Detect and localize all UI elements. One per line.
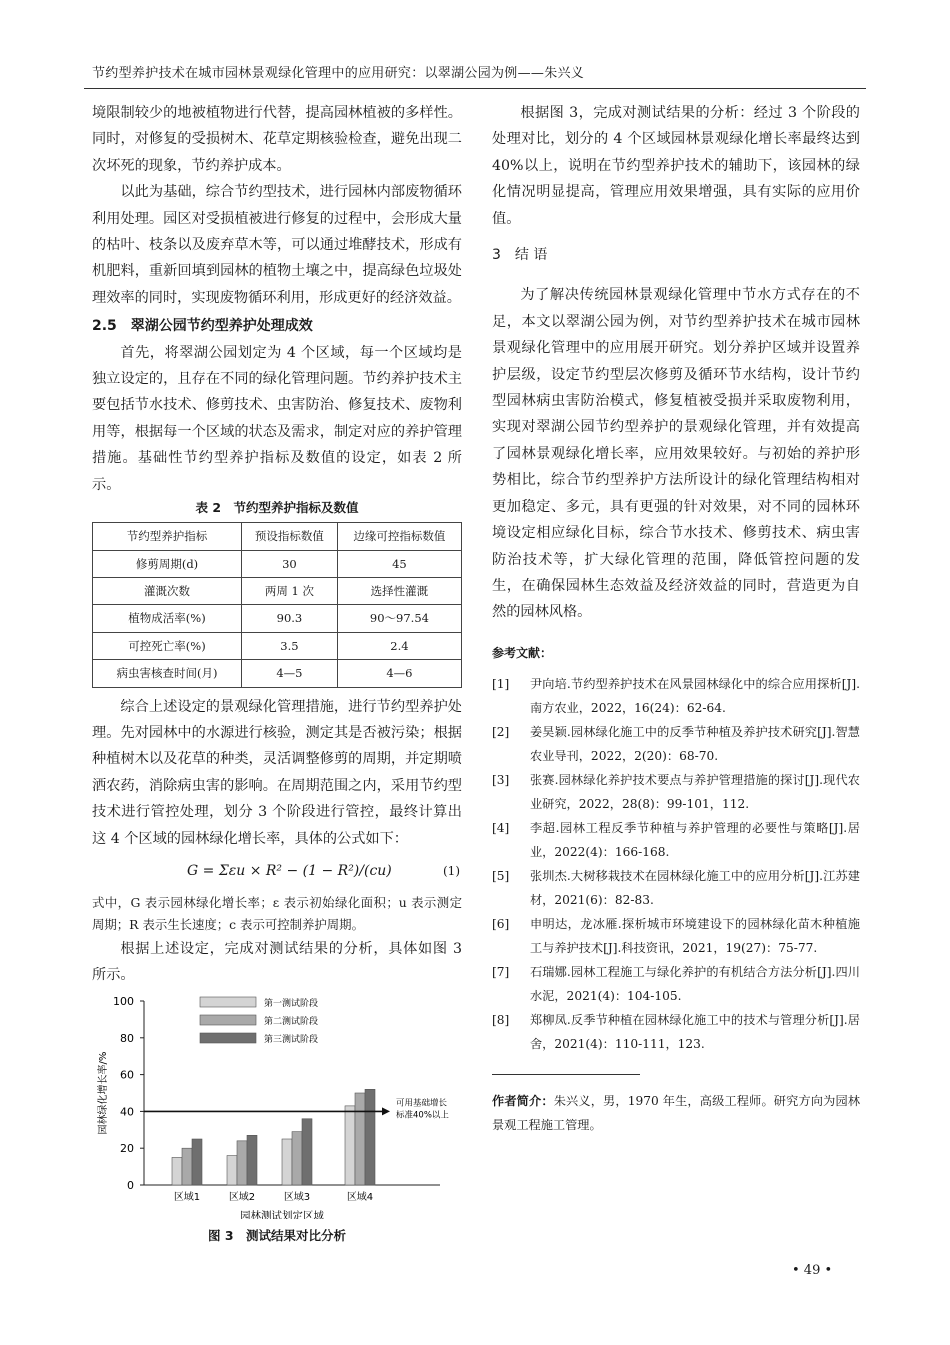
paragraph: 根据图 3，完成对测试结果的分析：经过 3 个阶段的处理对比，划分的 4 个区域园林景观绿化增长率最终达到 40%以上，说明在节约型养护技术的辅助下，该园林的绿化情况明显提高，管理应用效果增强，具有实际的应用价值。 — [492, 105, 860, 227]
reference-item — [492, 720, 860, 768]
table-row — [93, 632, 462, 659]
reference-text: 申明达，龙冰雁.探析城市环境建设下的园林绿化苗木种植施工与养护技术[J].科技资讯，2021，19(27)：75-77. — [530, 917, 860, 956]
category-label: 区域3 — [283, 1191, 311, 1203]
table-header-cell: 预设指标数值 — [242, 523, 338, 550]
table-cell: 90～97.54 — [337, 605, 461, 632]
y-tick-label: 40 — [120, 1105, 134, 1119]
y-tick-label: 20 — [120, 1141, 134, 1155]
reference-number: [3] — [492, 773, 510, 788]
formula — [92, 852, 462, 892]
reference-arrow — [382, 1107, 390, 1115]
section-heading: 2.5 翠湖公园节约型养护处理成效 — [92, 318, 313, 335]
reference-annotation: 标准40%以上 — [396, 1110, 449, 1121]
reference-text: 张赛.园林绿化养护技术要点与养护管理措施的探讨[J].现代农业研究，2022，28(8)：99-101，112. — [530, 773, 860, 812]
reference-item — [492, 960, 860, 1008]
category-label: 区域1 — [173, 1191, 201, 1203]
reference-text: 郑柳凤.反季节种植在园林绿化施工中的技术与管理分析[J].居舍，2021(4)：110-111，123. — [530, 1013, 860, 1052]
table-caption: 表 2 节约型养护指标及数值 — [195, 500, 359, 516]
legend-swatch — [200, 1033, 256, 1043]
figure-caption: 图 3 测试结果对比分析 — [207, 1227, 347, 1243]
indicator-table — [92, 522, 462, 687]
reference-number: [7] — [492, 965, 510, 980]
paragraph: 境限制较少的地被植物进行代替，提高园林植被的多样性。同时，对修复的受损树木、花草定期核验检查，避免出现二次坏死的现象，节约养护成本。 — [92, 105, 462, 174]
category-label: 区域2 — [228, 1191, 256, 1203]
footnote-rule — [492, 1074, 640, 1075]
header-rule — [84, 88, 866, 89]
page-number: • 49 • — [792, 1263, 833, 1278]
table-cell: 灌溉次数 — [93, 577, 242, 604]
bar-3-2 — [247, 1135, 257, 1185]
bar-1-3 — [282, 1139, 292, 1185]
bar-2-1 — [182, 1148, 192, 1185]
running-header: 节约型养护技术在城市园林景观绿化管理中的应用研究：以翠湖公园为例——朱兴义 — [92, 66, 585, 81]
legend-label: 第二测试阶段 — [264, 1016, 319, 1027]
left-column — [92, 100, 462, 1249]
y-tick-label: 0 — [127, 1178, 134, 1192]
table-cell: 45 — [337, 550, 461, 577]
reference-annotation: 可用基础增长 — [396, 1098, 448, 1109]
bar-2-4 — [355, 1093, 365, 1185]
table-row — [93, 577, 462, 604]
bar-3-1 — [192, 1139, 202, 1185]
x-axis-label: 园林测试划定区域 — [240, 1209, 324, 1219]
table-header-row — [93, 523, 462, 550]
table-cell: 植物成活率(%) — [93, 605, 242, 632]
table-row — [93, 550, 462, 577]
reference-text: 尹向培.节约型养护技术在风景园林绿化中的综合应用探析[J].南方农业，2022，16(24)：62-64. — [530, 677, 860, 716]
bar-2-2 — [237, 1141, 247, 1185]
reference-item — [492, 864, 860, 912]
y-axis-label: 园林绿化增长率/% — [98, 1051, 109, 1135]
legend-swatch — [200, 997, 256, 1007]
table-cell: 2.4 — [337, 632, 461, 659]
reference-number: [4] — [492, 821, 510, 836]
reference-text: 李超.园林工程反季节种植与养护管理的必要性与策略[J].居业，2022(4)：166-168. — [530, 821, 860, 860]
right-column — [492, 100, 860, 1137]
paragraph: 为了解决传统园林景观绿化管理中节水方式存在的不足，本文以翠湖公园为例，对节约型养护技术在城市园林景观绿化管理中的应用展开研究。划分养护区域并设置养护层级，设定节约型层次修剪及循环节水结构，设计节约型园林病虫害防治模式，修复植被受损并采取废物利用，实现对翠湖公园节约型养护的景观绿化管理，并有效提高了园林景观绿化增长率，应用效果较好。与初始的养护形势相比，综合节约型养护方法所设计的绿化管理结构相对更加稳定、多元，具有更强的针对效果，对不同的园林环境设定相应绿化目标，综合节水技术、修剪技术、病虫害防治技术等，扩大绿化管理的范围，降低管控问题的发生，在确保园林生态效益及经济效益的同时，营造更为自然的园林风格。 — [492, 287, 860, 621]
formula-expression: G = Σεu × R² − (1 − R²)/(cu) — [187, 862, 392, 879]
legend-label: 第一测试阶段 — [264, 998, 319, 1009]
reference-number: [8] — [492, 1013, 510, 1028]
table-cell: 选择性灌溉 — [337, 577, 461, 604]
reference-text: 姜昊颖.园林绿化施工中的反季节种植及养护技术研究[J].智慧农业导刊，2022，2(20)：68-70. — [530, 725, 860, 764]
category-label: 区域4 — [346, 1191, 374, 1203]
table-cell: 4—6 — [337, 660, 461, 687]
table-cell: 3.5 — [242, 632, 338, 659]
author-bio — [492, 1089, 860, 1137]
reference-item — [492, 1008, 860, 1056]
reference-item — [492, 816, 860, 864]
table-cell: 4—5 — [242, 660, 338, 687]
reference-item — [492, 672, 860, 720]
legend-swatch — [200, 1015, 256, 1025]
table-row — [93, 605, 462, 632]
bar-1-4 — [345, 1106, 355, 1185]
author-text: 朱兴义，男，1970 年生，高级工程师。研究方向为园林景观工程施工管理。 — [492, 1094, 860, 1133]
reference-list — [492, 672, 860, 1056]
reference-number: [2] — [492, 725, 510, 740]
table-cell: 病虫害核查时间(月) — [93, 660, 242, 687]
author-label: 作者简介： — [492, 1094, 554, 1109]
table-row — [93, 660, 462, 687]
formula-note: 式中，G 表示园林绿化增长率；ε 表示初始绿化面积；u 表示测定周期；R 表示生长速度；c 表示可控制养护周期。 — [92, 894, 462, 932]
reference-text: 石瑞娜.园林工程施工与绿化养护的有机结合方法分析[J].四川水泥，2021(4)：104-105. — [530, 965, 860, 1004]
y-tick-label: 100 — [113, 994, 134, 1008]
bar-2-3 — [292, 1131, 302, 1184]
bar-chart — [92, 989, 462, 1219]
table-header-cell: 节约型养护指标 — [93, 523, 242, 550]
reference-number: [1] — [492, 677, 510, 692]
reference-number: [5] — [492, 869, 510, 884]
reference-item — [492, 768, 860, 816]
table-cell: 可控死亡率(%) — [93, 632, 242, 659]
paragraph: 综合上述设定的景观绿化管理措施，进行节约型养护处理。先对园林中的水源进行核验，测定其是否被污染；根据种植树木以及花草的种类，灵活调整修剪的周期，并定期喷洒农药，消除病虫害的影响。在周期范围之内，采用节约型技术进行管控处理，划分 3 个阶段进行管控，最终计算出这 4 个区域的园林绿化增长率，具体的公式如下： — [92, 698, 462, 847]
section-heading: 3 结 语 — [492, 247, 548, 264]
paragraph: 以此为基础，综合节约型技术，进行园林内部废物循环利用处理。园区对受损植被进行修复的过程中，会形成大量的枯叶、枝条以及废弃草木等，可以通过堆酵技术，形成有机肥料，重新回填到园林的植物土壤之中，提高绿色垃圾处理效率的同时，实现废物循环利用，形成更好的经济效益。 — [92, 184, 462, 306]
legend-label: 第三测试阶段 — [264, 1034, 319, 1045]
bar-1-2 — [227, 1155, 237, 1184]
table-cell: 90.3 — [242, 605, 338, 632]
table-cell: 修剪周期(d) — [93, 550, 242, 577]
bar-1-1 — [172, 1157, 182, 1185]
bar-3-4 — [365, 1089, 375, 1185]
bar-3-3 — [302, 1119, 312, 1185]
paragraph: 首先，将翠湖公园划定为 4 个区域，每一个区域均是独立设定的，且存在不同的绿化管理问题。节约养护技术主要包括节水技术、修剪技术、虫害防治、修复技术、废物利用等，根据每一个区域的状态及需求，制定对应的养护管理措施。基础性节约型养护指标及数值的设定，如表 2 所示。 — [92, 344, 462, 493]
paragraph: 根据上述设定，完成对测试结果的分析，具体如图 3 所示。 — [92, 940, 462, 984]
references-title: 参考文献： — [492, 645, 553, 660]
y-tick-label: 80 — [120, 1031, 134, 1045]
chart-svg — [92, 989, 462, 1219]
table-cell: 两周 1 次 — [242, 577, 338, 604]
formula-number: (1) — [443, 863, 460, 878]
reference-item — [492, 912, 860, 960]
y-tick-label: 60 — [120, 1068, 134, 1082]
table-header-cell: 边缘可控指标数值 — [337, 523, 461, 550]
table-cell: 30 — [242, 550, 338, 577]
reference-number: [6] — [492, 917, 510, 932]
reference-text: 张圳杰.大树移栽技术在园林绿化施工中的应用分析[J].江苏建材，2021(6)：82-83. — [530, 869, 860, 908]
